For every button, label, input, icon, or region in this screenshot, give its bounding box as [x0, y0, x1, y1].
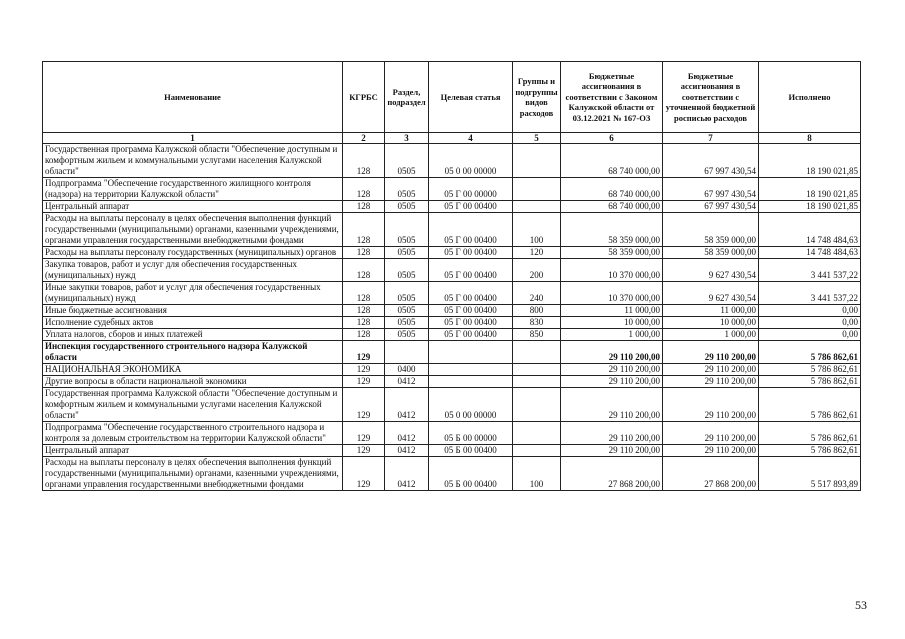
cell-group — [513, 364, 561, 376]
column-number: 4 — [429, 133, 513, 144]
cell-target: 05 Г 00 00400 — [429, 329, 513, 341]
cell-kgrbs: 129 — [343, 364, 385, 376]
cell-law-amount: 58 359 000,00 — [561, 247, 663, 259]
cell-name: НАЦИОНАЛЬНАЯ ЭКОНОМИКА — [43, 364, 343, 376]
cell-executed-amount: 0,00 — [759, 329, 861, 341]
cell-target: 05 Г 00 00400 — [429, 213, 513, 247]
cell-kgrbs: 129 — [343, 422, 385, 445]
header-kgrbs: КГРБС — [343, 62, 385, 133]
cell-group: 830 — [513, 317, 561, 329]
cell-section: 0412 — [385, 388, 429, 422]
table-row — [43, 282, 861, 305]
cell-kgrbs: 128 — [343, 178, 385, 201]
cell-group — [513, 178, 561, 201]
cell-group: 100 — [513, 213, 561, 247]
cell-target: 05 Г 00 00400 — [429, 317, 513, 329]
cell-kgrbs: 129 — [343, 457, 385, 491]
cell-group — [513, 422, 561, 445]
cell-target — [429, 364, 513, 376]
cell-refined-amount: 29 110 200,00 — [663, 376, 759, 388]
cell-refined-amount: 1 000,00 — [663, 329, 759, 341]
cell-law-amount: 29 110 200,00 — [561, 376, 663, 388]
cell-executed-amount: 5 786 862,61 — [759, 445, 861, 457]
table-row — [43, 422, 861, 445]
cell-name: Центральный аппарат — [43, 201, 343, 213]
cell-executed-amount: 3 441 537,22 — [759, 259, 861, 282]
cell-refined-amount: 29 110 200,00 — [663, 364, 759, 376]
column-number: 3 — [385, 133, 429, 144]
cell-kgrbs: 129 — [343, 341, 385, 364]
cell-law-amount: 11 000,00 — [561, 305, 663, 317]
cell-kgrbs: 129 — [343, 376, 385, 388]
cell-group — [513, 388, 561, 422]
cell-refined-amount: 67 997 430,54 — [663, 144, 759, 178]
cell-section: 0505 — [385, 213, 429, 247]
cell-group — [513, 201, 561, 213]
header-done: Исполнено — [759, 62, 861, 133]
cell-kgrbs: 128 — [343, 259, 385, 282]
header-law: Бюджетные ассигнования в соответствии с Законом Калужской области от 03.12.2021 № 167-ОЗ — [561, 62, 663, 133]
cell-refined-amount: 67 997 430,54 — [663, 178, 759, 201]
cell-law-amount: 29 110 200,00 — [561, 388, 663, 422]
cell-law-amount: 10 370 000,00 — [561, 282, 663, 305]
table-row — [43, 259, 861, 282]
table-row — [43, 178, 861, 201]
cell-refined-amount: 11 000,00 — [663, 305, 759, 317]
cell-group: 200 — [513, 259, 561, 282]
cell-target: 05 Б 00 00400 — [429, 457, 513, 491]
cell-name: Подпрограмма "Обеспечение государственного жилищного контроля (надзора) на территории Калужской области" — [43, 178, 343, 201]
cell-refined-amount: 9 627 430,54 — [663, 259, 759, 282]
cell-executed-amount: 5 786 862,61 — [759, 388, 861, 422]
cell-refined-amount: 29 110 200,00 — [663, 445, 759, 457]
cell-refined-amount: 58 359 000,00 — [663, 247, 759, 259]
cell-target: 05 Г 00 00000 — [429, 178, 513, 201]
column-number: 2 — [343, 133, 385, 144]
cell-name: Другие вопросы в области национальной экономики — [43, 376, 343, 388]
cell-group: 240 — [513, 282, 561, 305]
cell-kgrbs: 128 — [343, 247, 385, 259]
budget-table-container — [42, 61, 860, 491]
cell-section: 0505 — [385, 144, 429, 178]
table-row — [43, 317, 861, 329]
table-row — [43, 376, 861, 388]
header-refined: Бюджетные ассигнования в соответствии с уточненной бюджетной росписью расходов — [663, 62, 759, 133]
cell-section: 0505 — [385, 329, 429, 341]
table-row — [43, 201, 861, 213]
cell-name: Центральный аппарат — [43, 445, 343, 457]
cell-name: Государственная программа Калужской области "Обеспечение доступным и комфортным жильем и коммунальными услугами населения Калужской области" — [43, 388, 343, 422]
cell-group: 800 — [513, 305, 561, 317]
cell-refined-amount: 27 868 200,00 — [663, 457, 759, 491]
cell-executed-amount: 0,00 — [759, 305, 861, 317]
cell-executed-amount: 18 190 021,85 — [759, 201, 861, 213]
cell-group: 120 — [513, 247, 561, 259]
cell-kgrbs: 128 — [343, 317, 385, 329]
cell-target: 05 Г 00 00400 — [429, 305, 513, 317]
cell-name: Расходы на выплаты персоналу государственных (муниципальных) органов — [43, 247, 343, 259]
cell-group — [513, 445, 561, 457]
cell-section: 0412 — [385, 445, 429, 457]
cell-target: 05 0 00 00000 — [429, 144, 513, 178]
column-number: 8 — [759, 133, 861, 144]
cell-executed-amount: 5 786 862,61 — [759, 364, 861, 376]
cell-section — [385, 341, 429, 364]
cell-executed-amount: 14 748 484,63 — [759, 247, 861, 259]
cell-executed-amount: 0,00 — [759, 317, 861, 329]
cell-section: 0412 — [385, 457, 429, 491]
cell-law-amount: 27 868 200,00 — [561, 457, 663, 491]
cell-kgrbs: 128 — [343, 144, 385, 178]
cell-executed-amount: 18 190 021,85 — [759, 144, 861, 178]
cell-law-amount: 68 740 000,00 — [561, 144, 663, 178]
cell-executed-amount: 14 748 484,63 — [759, 213, 861, 247]
table-row — [43, 247, 861, 259]
table-row — [43, 329, 861, 341]
cell-group — [513, 144, 561, 178]
cell-kgrbs: 128 — [343, 213, 385, 247]
header-name: Наименование — [43, 62, 343, 133]
cell-law-amount: 58 359 000,00 — [561, 213, 663, 247]
cell-target — [429, 341, 513, 364]
cell-refined-amount: 29 110 200,00 — [663, 341, 759, 364]
cell-section: 0505 — [385, 282, 429, 305]
cell-refined-amount: 67 997 430,54 — [663, 201, 759, 213]
cell-refined-amount: 58 359 000,00 — [663, 213, 759, 247]
column-number: 1 — [43, 133, 343, 144]
cell-executed-amount: 5 517 893,89 — [759, 457, 861, 491]
header-group: Группы и подгруппы видов расходов — [513, 62, 561, 133]
cell-group — [513, 341, 561, 364]
cell-name: Государственная программа Калужской области "Обеспечение доступным и комфортным жильем и коммунальными услугами населения Калужской области" — [43, 144, 343, 178]
cell-target: 05 Г 00 00400 — [429, 247, 513, 259]
cell-target: 05 Г 00 00400 — [429, 259, 513, 282]
table-header-row — [43, 62, 861, 133]
cell-law-amount: 10 370 000,00 — [561, 259, 663, 282]
table-row — [43, 388, 861, 422]
header-section: Раздел, подраздел — [385, 62, 429, 133]
cell-name: Иные закупки товаров, работ и услуг для обеспечения государственных (муниципальных) нужд — [43, 282, 343, 305]
cell-law-amount: 10 000,00 — [561, 317, 663, 329]
cell-kgrbs: 128 — [343, 201, 385, 213]
cell-section: 0412 — [385, 376, 429, 388]
cell-kgrbs: 129 — [343, 445, 385, 457]
table-row — [43, 213, 861, 247]
cell-law-amount: 29 110 200,00 — [561, 364, 663, 376]
cell-name: Иные бюджетные ассигнования — [43, 305, 343, 317]
cell-executed-amount: 5 786 862,61 — [759, 341, 861, 364]
cell-target: 05 Б 00 00400 — [429, 445, 513, 457]
table-row — [43, 457, 861, 491]
header-target: Целевая статья — [429, 62, 513, 133]
column-number-row — [43, 133, 861, 144]
cell-group — [513, 376, 561, 388]
cell-kgrbs: 129 — [343, 388, 385, 422]
cell-name: Исполнение судебных актов — [43, 317, 343, 329]
cell-law-amount: 68 740 000,00 — [561, 178, 663, 201]
table-row — [43, 364, 861, 376]
cell-executed-amount: 3 441 537,22 — [759, 282, 861, 305]
cell-law-amount: 29 110 200,00 — [561, 445, 663, 457]
cell-target: 05 0 00 00000 — [429, 388, 513, 422]
cell-target: 05 Б 00 00000 — [429, 422, 513, 445]
cell-kgrbs: 128 — [343, 282, 385, 305]
column-number: 7 — [663, 133, 759, 144]
table-row — [43, 305, 861, 317]
cell-section: 0412 — [385, 422, 429, 445]
cell-refined-amount: 9 627 430,54 — [663, 282, 759, 305]
cell-name: Уплата налогов, сборов и иных платежей — [43, 329, 343, 341]
column-number: 5 — [513, 133, 561, 144]
cell-refined-amount: 10 000,00 — [663, 317, 759, 329]
cell-name: Подпрограмма "Обеспечение государственного строительного надзора и контроля за долевым строительством на территории Калужской области" — [43, 422, 343, 445]
cell-executed-amount: 18 190 021,85 — [759, 178, 861, 201]
budget-table — [42, 61, 861, 491]
cell-section: 0505 — [385, 247, 429, 259]
cell-refined-amount: 29 110 200,00 — [663, 388, 759, 422]
cell-name: Инспекция государственного строительного надзора Калужской области — [43, 341, 343, 364]
cell-target: 05 Г 00 00400 — [429, 282, 513, 305]
cell-target — [429, 376, 513, 388]
cell-section: 0505 — [385, 305, 429, 317]
cell-group: 100 — [513, 457, 561, 491]
cell-law-amount: 68 740 000,00 — [561, 201, 663, 213]
cell-section: 0505 — [385, 178, 429, 201]
cell-law-amount: 29 110 200,00 — [561, 341, 663, 364]
cell-law-amount: 1 000,00 — [561, 329, 663, 341]
table-row — [43, 445, 861, 457]
cell-executed-amount: 5 786 862,61 — [759, 376, 861, 388]
cell-executed-amount: 5 786 862,61 — [759, 422, 861, 445]
page-number: 53 — [855, 598, 867, 612]
cell-kgrbs: 128 — [343, 305, 385, 317]
cell-target: 05 Г 00 00400 — [429, 201, 513, 213]
column-number: 6 — [561, 133, 663, 144]
table-row — [43, 341, 861, 364]
cell-kgrbs: 128 — [343, 329, 385, 341]
cell-section: 0505 — [385, 201, 429, 213]
cell-law-amount: 29 110 200,00 — [561, 422, 663, 445]
cell-section: 0400 — [385, 364, 429, 376]
cell-group: 850 — [513, 329, 561, 341]
cell-name: Закупка товаров, работ и услуг для обеспечения государственных (муниципальных) нужд — [43, 259, 343, 282]
cell-name: Расходы на выплаты персоналу в целях обеспечения выполнения функций государственными (муниципальными) органами, казенными учреждениями, органами управления государственными внебюджетными фондами — [43, 213, 343, 247]
cell-section: 0505 — [385, 317, 429, 329]
table-row — [43, 144, 861, 178]
cell-name: Расходы на выплаты персоналу в целях обеспечения выполнения функций государственными (муниципальными) органами, казенными учреждениями, органами управления государственными внебюджетными фондами — [43, 457, 343, 491]
cell-section: 0505 — [385, 259, 429, 282]
cell-refined-amount: 29 110 200,00 — [663, 422, 759, 445]
